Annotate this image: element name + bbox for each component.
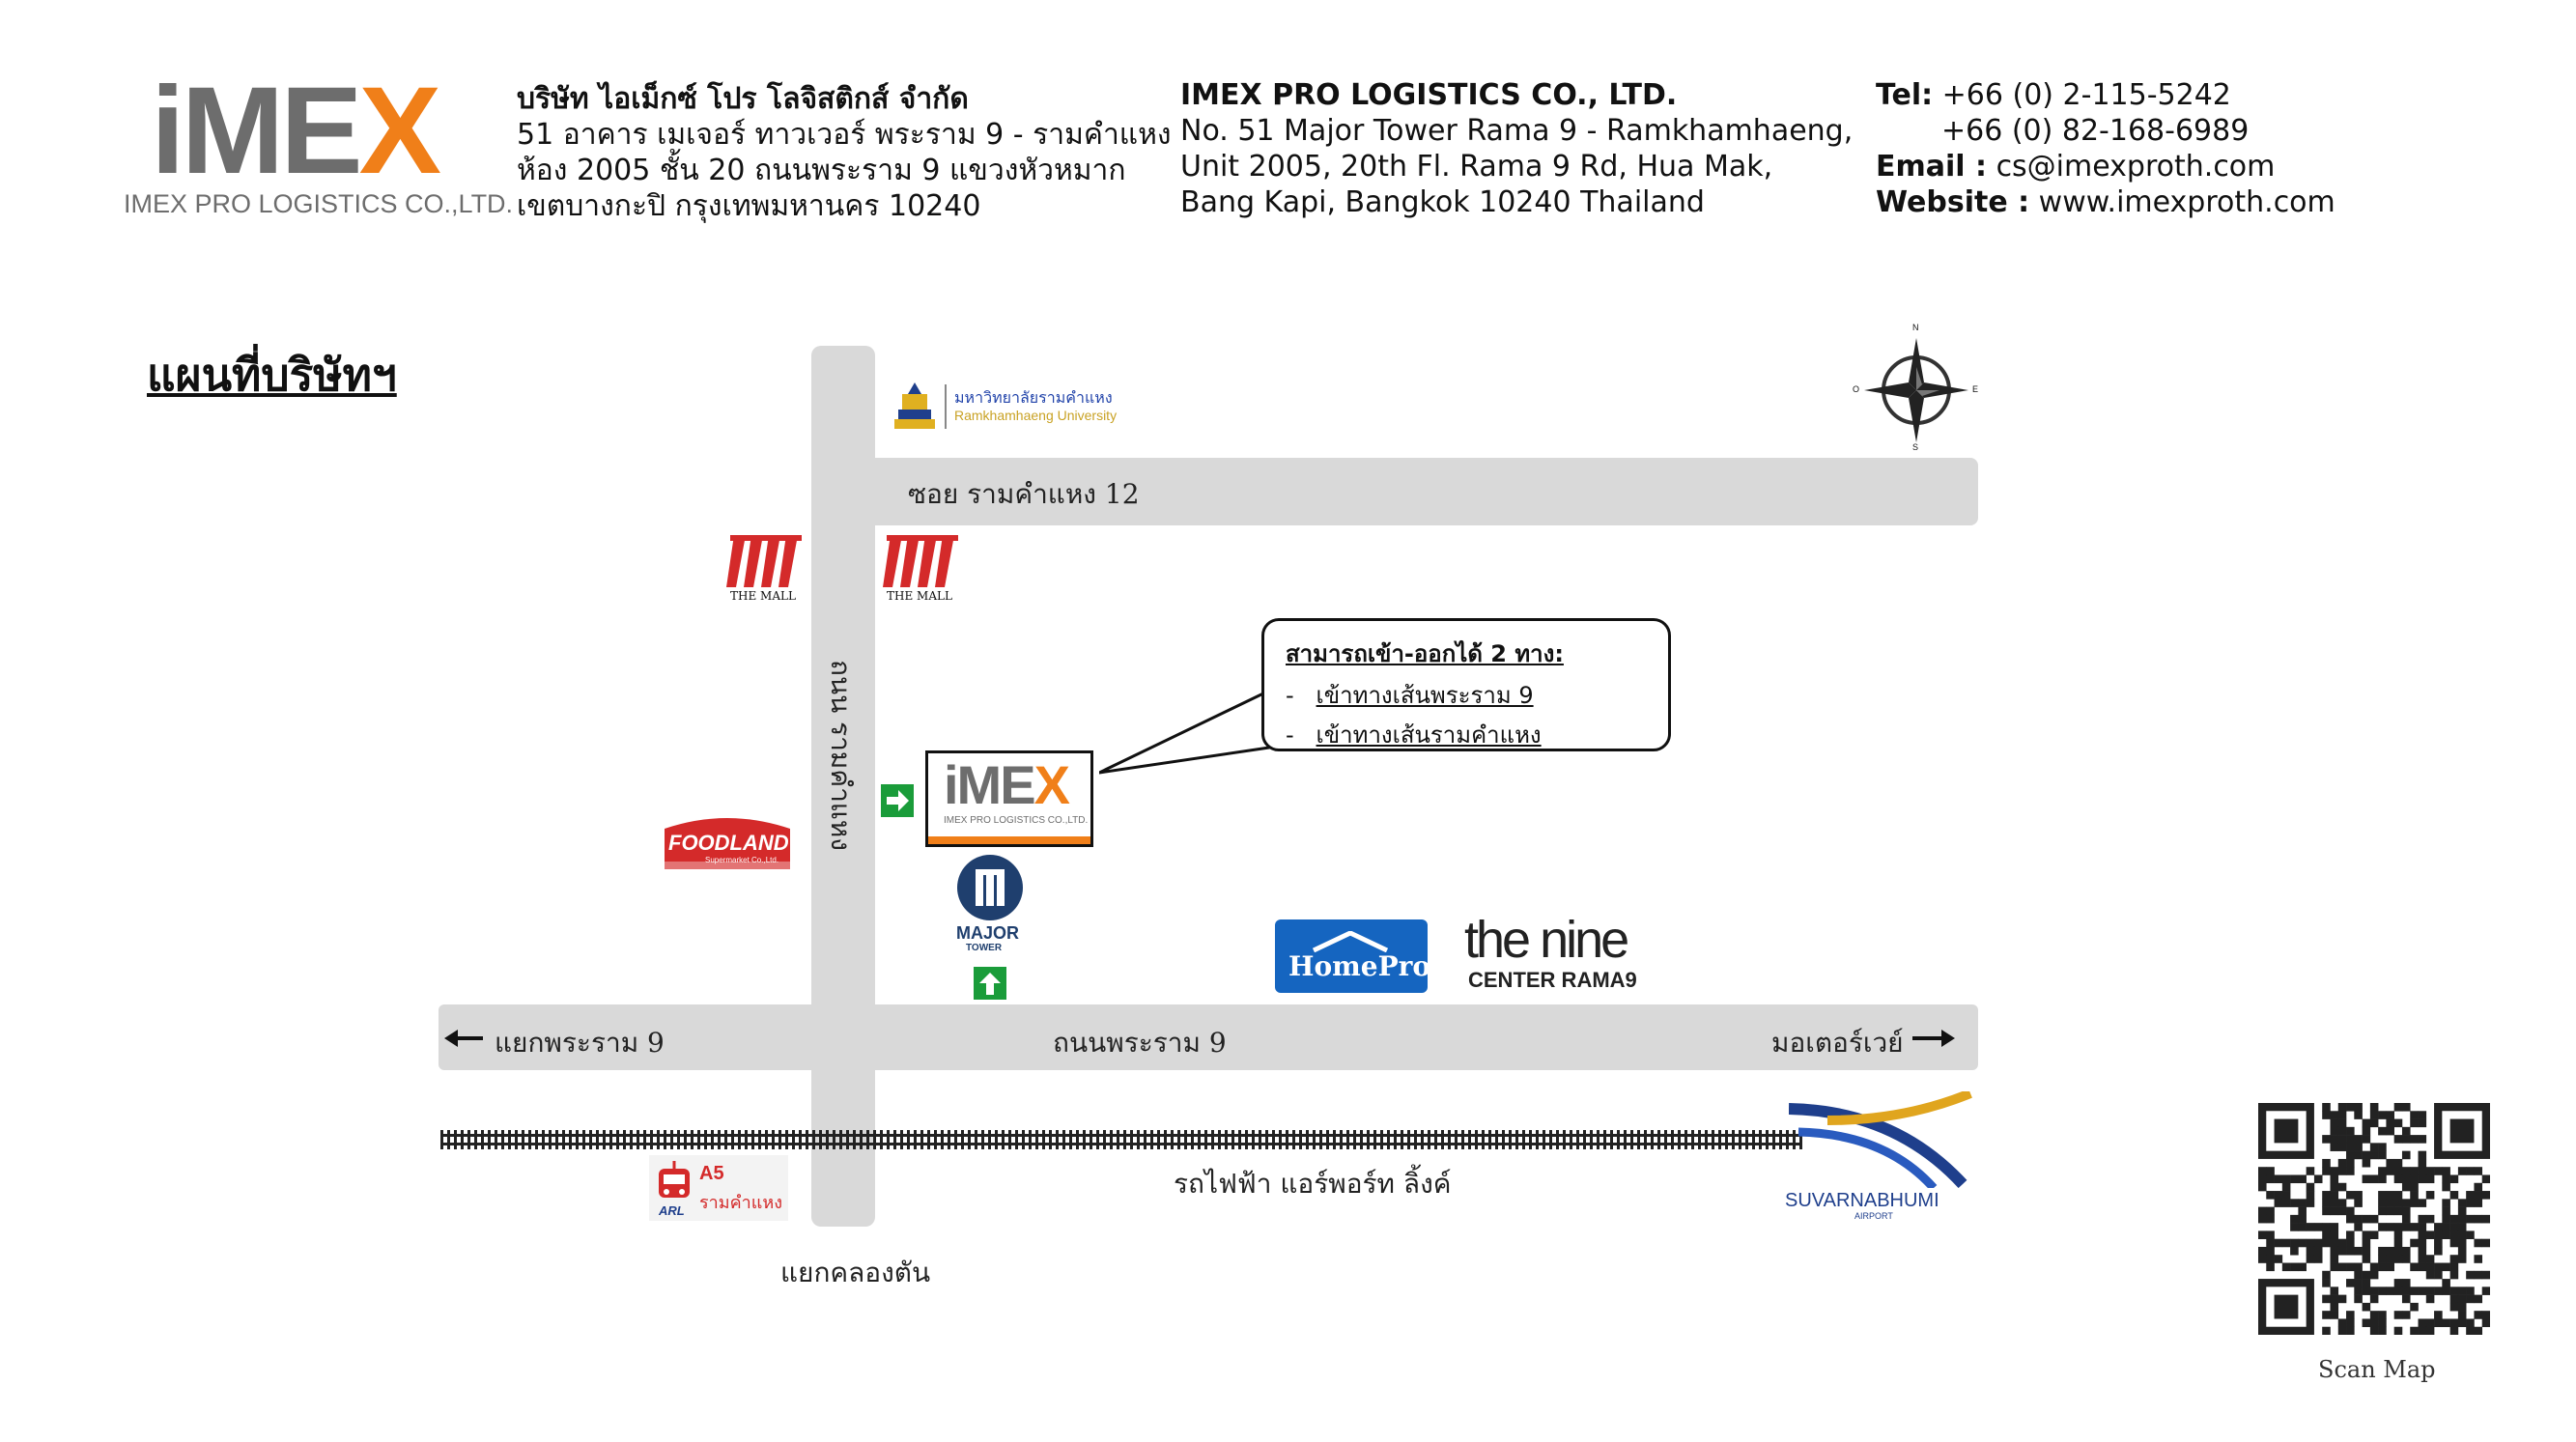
- arl-station-name: รามคำแหง: [699, 1193, 783, 1212]
- website-link[interactable]: www.imexproth.com: [2038, 185, 2335, 219]
- foodland-sublabel: Supermarket Co.,Ltd.: [705, 856, 779, 864]
- logo-tagline: IMEX PRO LOGISTICS CO.,LTD.: [124, 189, 514, 218]
- the-mall-logo-icon: [883, 533, 960, 589]
- university-landmark: [889, 379, 1178, 437]
- major-tower-logo-icon: [956, 854, 1024, 921]
- homepro-label: HomePro: [1288, 950, 1431, 982]
- email-row: [1876, 149, 2335, 184]
- access-callout-pointer: [1099, 692, 1275, 782]
- left-arrow-icon: [444, 1024, 483, 1057]
- logo-text: iMEX: [151, 62, 438, 200]
- company-logo: [124, 62, 514, 220]
- access-callout: [1261, 618, 1671, 751]
- motorway-label: มอเตอร์เวย์: [1771, 1027, 1904, 1059]
- thai-address-line2: ห้อง 2005 ชั้น 20 ถนนพระราม 9 แขวงหัวหมาก: [517, 154, 1126, 187]
- soi-road-label: ซอย รามคำแหง 12: [908, 478, 1140, 510]
- thai-address-block: [517, 81, 1172, 224]
- compass-west-label: O: [1853, 384, 1860, 394]
- qr-caption: Scan Map: [2318, 1356, 2436, 1383]
- thai-address-line3: เขตบางกะปิ กรุงเทพมหานคร 10240: [517, 189, 981, 223]
- the-mall-logo-icon: [726, 533, 804, 589]
- tel-row-2: [1876, 113, 2335, 149]
- tel-row: [1876, 77, 2335, 113]
- english-address-line3: Bang Kapi, Bangkok 10240 Thailand: [1180, 185, 1705, 219]
- airport-rail-link-track: [440, 1130, 1802, 1153]
- university-emblem-icon: [892, 381, 937, 433]
- contact-block: [1876, 77, 2335, 220]
- thai-address-line1: 51 อาคาร เมเจอร์ ทาวเวอร์ พระราม 9 - รามคำแหง: [517, 118, 1172, 152]
- major-tower-label-bottom: TOWER: [966, 943, 1003, 953]
- ramkhamhaeng-road-label: ถนน รามคำแหง: [825, 660, 857, 851]
- university-name-english: Ramkhamhaeng University: [954, 408, 1118, 423]
- suvarnabhumi-sublabel: AIRPORT: [1854, 1211, 1893, 1221]
- the-nine-landmark: [1464, 911, 1667, 997]
- english-address-line2: Unit 2005, 20th Fl. Rama 9 Rd, Hua Mak,: [1180, 150, 1773, 184]
- website-label: Website :: [1876, 185, 2030, 219]
- suvarnabhumi-label: SUVARNABHUMI: [1785, 1190, 1939, 1211]
- email-label: Email :: [1876, 150, 1988, 184]
- website-row: [1876, 184, 2335, 220]
- arl-logo-text: ARL: [659, 1203, 685, 1218]
- logo-wordmark: [151, 62, 438, 200]
- english-address-block: [1180, 77, 1853, 220]
- homepro-roof-icon: [1312, 931, 1389, 952]
- tel-label: Tel:: [1876, 78, 1934, 112]
- right-arrow-icon: [1912, 1024, 1955, 1057]
- airport-link-label: รถไฟฟ้า แอร์พอร์ท ลิ้งค์: [1174, 1168, 1452, 1200]
- map-section-title: แผนที่บริษัทฯ: [147, 349, 397, 401]
- the-mall-landmark-right: [883, 533, 964, 603]
- left-junction-label: แยกพระราม 9: [495, 1027, 665, 1059]
- the-mall-landmark-left: [726, 533, 807, 603]
- compass-south-label: S: [1912, 442, 1919, 452]
- callout-title: สามารถเข้า-ออกได้ 2 ทาง:: [1286, 640, 1564, 667]
- khlong-ton-label: แยกคลองตัน: [780, 1257, 931, 1288]
- major-tower-label-top: MAJOR: [956, 923, 1020, 943]
- the-nine-label-bottom: CENTER RAMA9: [1468, 968, 1637, 992]
- compass-north-label: N: [1912, 323, 1919, 332]
- qr-code[interactable]: [2258, 1103, 2490, 1335]
- university-name-thai: มหาวิทยาลัยรามคำแหง: [954, 390, 1113, 407]
- major-tower-landmark: [952, 854, 1030, 956]
- marker-orange-bar: [928, 836, 1090, 844]
- the-mall-label-right: THE MALL: [887, 589, 952, 603]
- marker-logo-text: iMEX: [944, 754, 1068, 815]
- logo-x-letter: X: [358, 62, 438, 200]
- homepro-landmark: [1275, 919, 1431, 993]
- english-address-line1: No. 51 Major Tower Rama 9 - Ramkhamhaeng,: [1180, 114, 1854, 148]
- foodland-label: FOODLAND: [668, 831, 789, 855]
- foodland-landmark: [657, 809, 798, 873]
- university-divider: [945, 384, 947, 429]
- callout-item-text: เข้าทางเส้นรามคำแหง: [1316, 721, 1542, 749]
- callout-item: - เข้าทางเส้นพระราม 9: [1286, 682, 1534, 709]
- rama9-road-label: ถนนพระราม 9: [1053, 1027, 1227, 1059]
- tel-number-1[interactable]: +66 (0) 2-115-5242: [1941, 78, 2231, 112]
- callout-item-text: เข้าทางเส้นพระราม 9: [1316, 682, 1534, 709]
- callout-item: - เข้าทางเส้นรามคำแหง: [1286, 721, 1542, 749]
- the-mall-label-left: THE MALL: [730, 589, 796, 603]
- logo-x-letter: X: [1033, 754, 1068, 815]
- arl-station-code: A5: [699, 1163, 724, 1184]
- compass-east-label: E: [1972, 384, 1979, 394]
- tel-number-2[interactable]: +66 (0) 82-168-6989: [1941, 114, 2250, 148]
- english-company-name: IMEX PRO LOGISTICS CO., LTD.: [1180, 78, 1678, 112]
- arl-station-landmark: [649, 1155, 788, 1221]
- entrance-arrow-rama9-icon: [972, 965, 1008, 1002]
- the-nine-label-top: the nine: [1464, 911, 1628, 969]
- entrance-arrow-ramkhamhaeng-icon: [879, 782, 916, 819]
- suvarnabhumi-logo-icon: [1789, 1091, 1972, 1188]
- compass-rose-icon: [1849, 325, 1984, 458]
- imex-location-marker: [925, 750, 1093, 847]
- marker-logo-sub: IMEX PRO LOGISTICS CO.,LTD.: [944, 815, 1089, 826]
- suvarnabhumi-landmark: [1777, 1091, 1970, 1227]
- thai-company-name: บริษัท ไอเม็กซ์ โปร โลจิสติกส์ จำกัด: [517, 82, 969, 116]
- email-link[interactable]: cs@imexproth.com: [1996, 150, 2276, 184]
